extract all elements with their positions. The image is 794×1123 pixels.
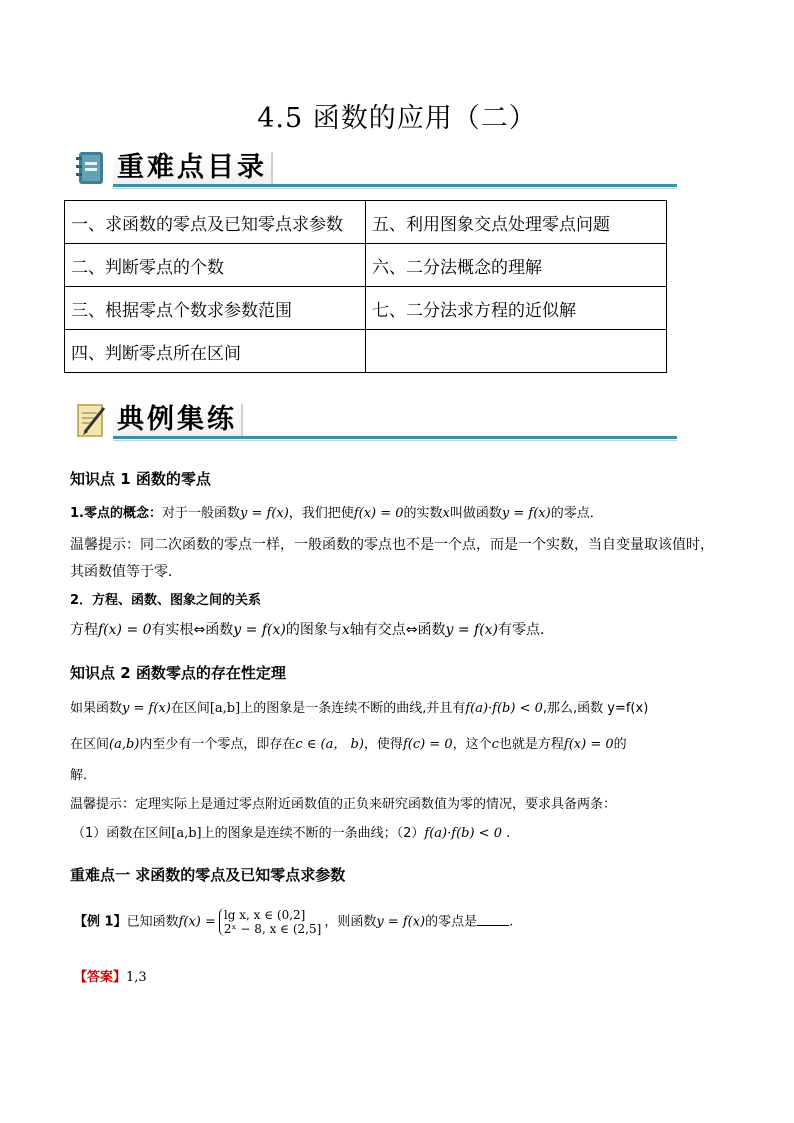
text: 上的图象是一条连续不断的曲线,并且有 xyxy=(240,701,466,716)
math-expr: f(a)·f(b) < 0 xyxy=(465,701,543,716)
answer-value: 1,3 xyxy=(126,970,147,985)
section-title: 典例集练 xyxy=(113,404,243,438)
math-expr: f(a)·f(b) < 0 . xyxy=(424,826,511,841)
text: 的 xyxy=(613,737,627,752)
table-row xyxy=(65,201,667,244)
kp2-theorem-line1 xyxy=(70,697,648,716)
text: 已知函数 xyxy=(126,914,179,930)
kp2-heading: 知识点 2 函数零点的存在性定理 xyxy=(70,664,286,682)
notebook-icon xyxy=(75,150,107,186)
answer-blank xyxy=(477,925,509,926)
definition-label: 1.零点的概念： xyxy=(70,506,162,521)
math-expr: y = f(x) xyxy=(122,701,171,716)
answer-label: 【答案】 xyxy=(74,970,127,985)
text: 轴有交点⇔函数 xyxy=(349,622,446,638)
math-expr: y = f(x) xyxy=(376,914,426,930)
piecewise-brace xyxy=(219,908,321,936)
answer xyxy=(74,966,147,985)
section-rule-thin xyxy=(113,188,677,189)
section-rule-thin xyxy=(113,440,677,441)
text: ,那么,函数 y=f(x) xyxy=(542,701,649,716)
math-expr: f(c) = 0 xyxy=(402,737,453,752)
math-expr: x xyxy=(341,622,350,638)
notepad-pen-icon xyxy=(75,402,107,438)
math-expr: [a,b] xyxy=(171,826,202,841)
toc-item[interactable]: 三、根据零点个数求参数范围 xyxy=(65,287,366,330)
case-line: 2ˣ − 8, x ∈ (2,5] xyxy=(223,922,322,936)
text: 方程 xyxy=(70,622,98,638)
math-expr: y = f(x) xyxy=(233,622,286,638)
toc-item[interactable]: 五、利用图象交点处理零点问题 xyxy=(366,201,667,244)
math-expr: [a,b] xyxy=(209,701,241,716)
text: 对于一般函数 xyxy=(161,506,240,521)
toc-item[interactable]: 二、判断零点的个数 xyxy=(65,244,366,287)
text: 也就是方程 xyxy=(498,737,564,752)
kp1-definition xyxy=(70,502,603,521)
math-expr: (a,b) xyxy=(109,737,140,752)
text: 在区间 xyxy=(170,701,210,716)
text: ，使得 xyxy=(363,737,403,752)
table-row xyxy=(65,244,667,287)
math-expr: f(x) = xyxy=(178,914,216,930)
toc-item-empty xyxy=(366,330,667,373)
kp1-tip-line2: 其函数值等于零． xyxy=(70,564,182,580)
table-row xyxy=(65,287,667,330)
text: ，我们把使 xyxy=(288,506,354,521)
section-title: 重难点目录 xyxy=(113,152,273,186)
text: ，则函数 xyxy=(324,914,377,930)
toc-section-heading xyxy=(75,150,677,192)
math-expr: x xyxy=(442,506,450,521)
text: （1）函数在区间 xyxy=(72,826,172,841)
text: ，这个 xyxy=(452,737,492,752)
kp1-tip-line1: 温馨提示：同二次函数的零点一样，一般函数的零点也不是一个点，而是一个实数，当自变量取该值时， xyxy=(70,537,714,553)
kp1-relation xyxy=(70,619,554,639)
case-line: lg x, x ∈ (0,2] xyxy=(223,908,306,922)
kp2-theorem-line2 xyxy=(70,733,627,752)
toc-item[interactable]: 四、判断零点所在区间 xyxy=(65,330,366,373)
kp1-subheading: 2．方程、函数、图象之间的关系 xyxy=(70,593,262,608)
math-expr: y = f(x) xyxy=(445,622,499,638)
text: 的零点是 xyxy=(425,914,478,930)
page-title: 4.5 函数的应用（二） xyxy=(257,103,537,134)
text: 上的图象是连续不断的一条曲线；（2） xyxy=(201,826,425,841)
key-point-heading: 重难点一 求函数的零点及已知零点求参数 xyxy=(70,866,346,884)
examples-section-heading xyxy=(75,402,677,444)
text: 的零点． xyxy=(550,506,603,521)
toc-item[interactable]: 一、求函数的零点及已知零点求参数 xyxy=(65,201,366,244)
toc-table xyxy=(64,200,667,373)
text: . xyxy=(509,914,514,930)
example-1 xyxy=(74,908,513,936)
text: 叫做函数 xyxy=(449,506,502,521)
example-label: 【例 1】 xyxy=(74,914,127,930)
kp2-theorem-line3: 解． xyxy=(70,768,97,783)
text: 如果函数 xyxy=(70,701,123,716)
text: 有实根⇔函数 xyxy=(151,622,234,638)
kp2-tip: 温馨提示：定理实际上是通过零点附近函数值的正负来研究函数值为零的情况，要求具备两条： xyxy=(70,797,617,812)
math-expr: f(x) = 0 xyxy=(98,622,152,638)
math-expr: f(x) = 0 xyxy=(353,506,404,521)
math-expr: c ∈ (a， b) xyxy=(295,737,364,752)
text: 有零点． xyxy=(498,622,555,638)
math-expr: y = f(x) xyxy=(501,506,551,521)
text: 内至少有一个零点，即存在 xyxy=(139,737,296,752)
section-rule xyxy=(113,184,677,187)
section-rule xyxy=(113,436,677,439)
kp1-heading: 知识点 1 函数的零点 xyxy=(70,470,211,488)
table-row xyxy=(65,330,667,373)
text: 的图象与 xyxy=(285,622,342,638)
toc-item[interactable]: 六、二分法概念的理解 xyxy=(366,244,667,287)
kp2-conditions xyxy=(72,822,510,841)
text: 在区间 xyxy=(70,737,110,752)
math-expr: f(x) = 0 xyxy=(563,737,614,752)
math-expr: c xyxy=(491,737,499,752)
toc-item[interactable]: 七、二分法求方程的近似解 xyxy=(366,287,667,330)
math-expr: y = f(x) xyxy=(240,506,289,521)
text: 的实数 xyxy=(403,506,443,521)
